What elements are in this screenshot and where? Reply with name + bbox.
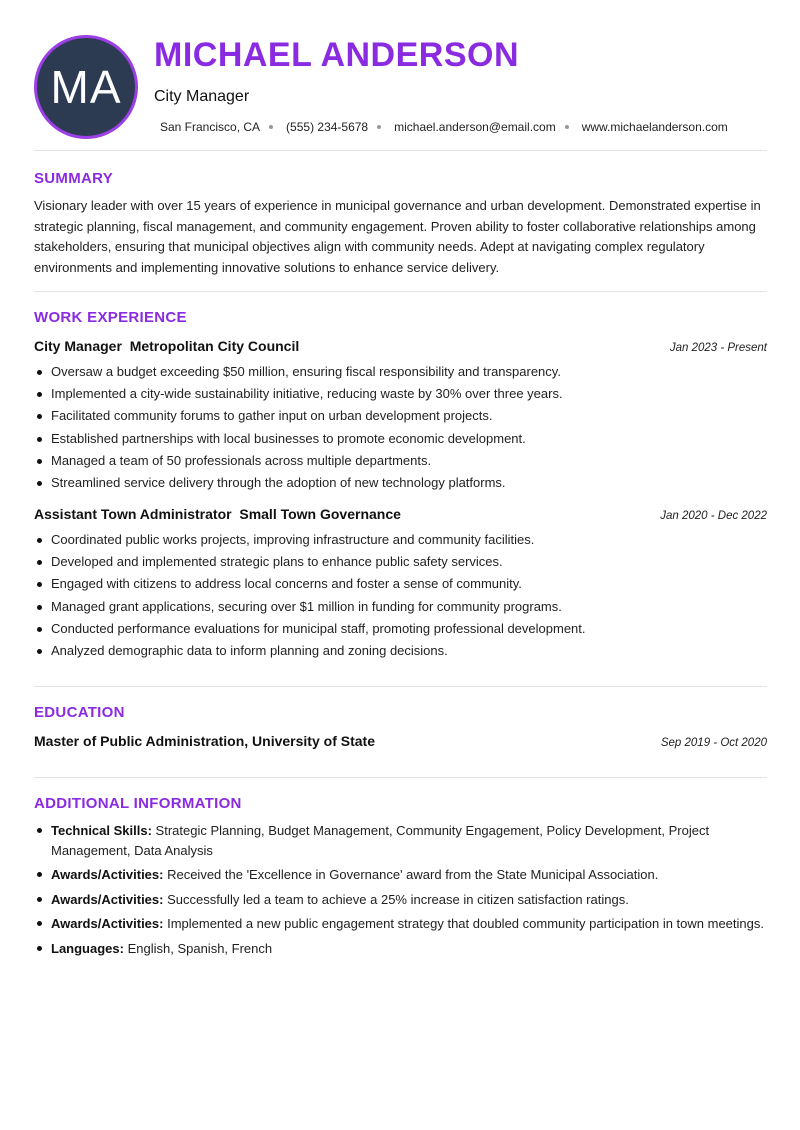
summary-text: Visionary leader with over 15 years of experience in municipal governance and urban development. Demonstrated expertise in strategic planning, fiscal management, and community engagement. Proven ability to foster collaborative relationships among stakeholders, ensuring that municipal objectives align with community needs. Adept at navigating complex regulatory environments and implementing innovative solutions to enhance service delivery.: [34, 198, 761, 275]
list-item: [34, 939, 770, 959]
item-text: Strategic Planning, Budget Management, Community Engagement, Policy Development, Project Management, Data Analysis: [51, 823, 710, 858]
list-item: [34, 890, 770, 910]
list-item: Coordinated public works projects, improving infrastructure and community facilities.: [34, 531, 770, 553]
contact-location: San Francisco, CA: [160, 120, 261, 134]
list-item: Developed and implemented strategic plans to enhance public safety services.: [34, 553, 770, 575]
item-text: English, Spanish, French: [123, 940, 273, 956]
list-item: Streamlined service delivery through the adoption of new technology platforms.: [34, 474, 770, 496]
job-bullet-list: [34, 531, 770, 664]
job-role: Assistant Town Administrator Small Town Governance: [34, 506, 401, 522]
candidate-name: MICHAEL ANDERSON: [154, 36, 520, 74]
job-role: City Manager Metropolitan City Council: [34, 338, 300, 354]
list-item: [34, 821, 770, 860]
job-date: Jan 2023 - Present: [669, 342, 767, 354]
avatar-initials: MA: [50, 61, 122, 113]
education-heading: EDUCATION: [34, 704, 125, 721]
section-divider: [34, 777, 767, 778]
list-item: Facilitated community forums to gather input on urban development projects.: [34, 407, 770, 429]
list-item: [34, 914, 770, 934]
job-header: [34, 338, 767, 354]
item-text: Successfully led a team to achieve a 25% increase in citizen satisfaction ratings.: [163, 891, 629, 907]
item-text: Implemented a new public engagement strategy that doubled community participation in town meetings.: [163, 916, 764, 931]
job-date: Jan 2020 - Dec 2022: [660, 510, 767, 522]
list-item: Oversaw a budget exceeding $50 million, ensuring fiscal responsibility and transparency.: [34, 363, 770, 385]
section-divider: [34, 291, 767, 292]
list-item: Analyzed demographic data to inform planning and zoning decisions.: [34, 642, 770, 664]
separator-dot-icon: [377, 125, 381, 129]
list-item: Managed grant applications, securing over $1 million in funding for community programs.: [34, 598, 770, 620]
additional-list: [34, 821, 770, 963]
contact-website[interactable]: www.michaelanderson.com: [581, 120, 728, 134]
list-item: Implemented a city-wide sustainability initiative, reducing waste by 30% over three years.: [34, 385, 770, 407]
list-item: Conducted performance evaluations for municipal staff, promoting professional development.: [34, 620, 770, 642]
item-label: Languages:: [51, 940, 124, 956]
separator-dot-icon: [565, 125, 569, 129]
list-item: Engaged with citizens to address local concerns and foster a sense of community.: [34, 575, 770, 597]
job-bullet-list: [34, 363, 770, 496]
list-item: Established partnerships with local businesses to promote economic development.: [34, 430, 770, 452]
avatar: [34, 35, 138, 139]
education-date: Sep 2019 - Oct 2020: [660, 737, 767, 749]
experience-heading: WORK EXPERIENCE: [34, 309, 187, 326]
item-text: Received the 'Excellence in Governance' award from the State Municipal Association.: [163, 867, 659, 882]
separator-dot-icon: [269, 125, 273, 129]
contact-bar: [160, 120, 728, 134]
candidate-title: City Manager: [154, 88, 250, 105]
item-label: Awards/Activities:: [51, 916, 164, 931]
item-label: Awards/Activities:: [51, 867, 164, 882]
education-entry: [34, 733, 767, 749]
item-label: Technical Skills:: [51, 823, 152, 838]
section-divider: [34, 686, 767, 687]
education-degree: Master of Public Administration, University of State: [34, 733, 375, 749]
item-label: Awards/Activities:: [51, 891, 164, 907]
contact-email[interactable]: michael.anderson@email.com: [394, 120, 556, 134]
contact-phone: (555) 234-5678: [286, 120, 369, 134]
list-item: [34, 865, 770, 885]
section-divider: [34, 150, 767, 151]
summary-heading: SUMMARY: [34, 170, 114, 187]
job-header: [34, 506, 767, 522]
list-item: Managed a team of 50 professionals across multiple departments.: [34, 452, 770, 474]
additional-heading: ADDITIONAL INFORMATION: [34, 795, 242, 812]
